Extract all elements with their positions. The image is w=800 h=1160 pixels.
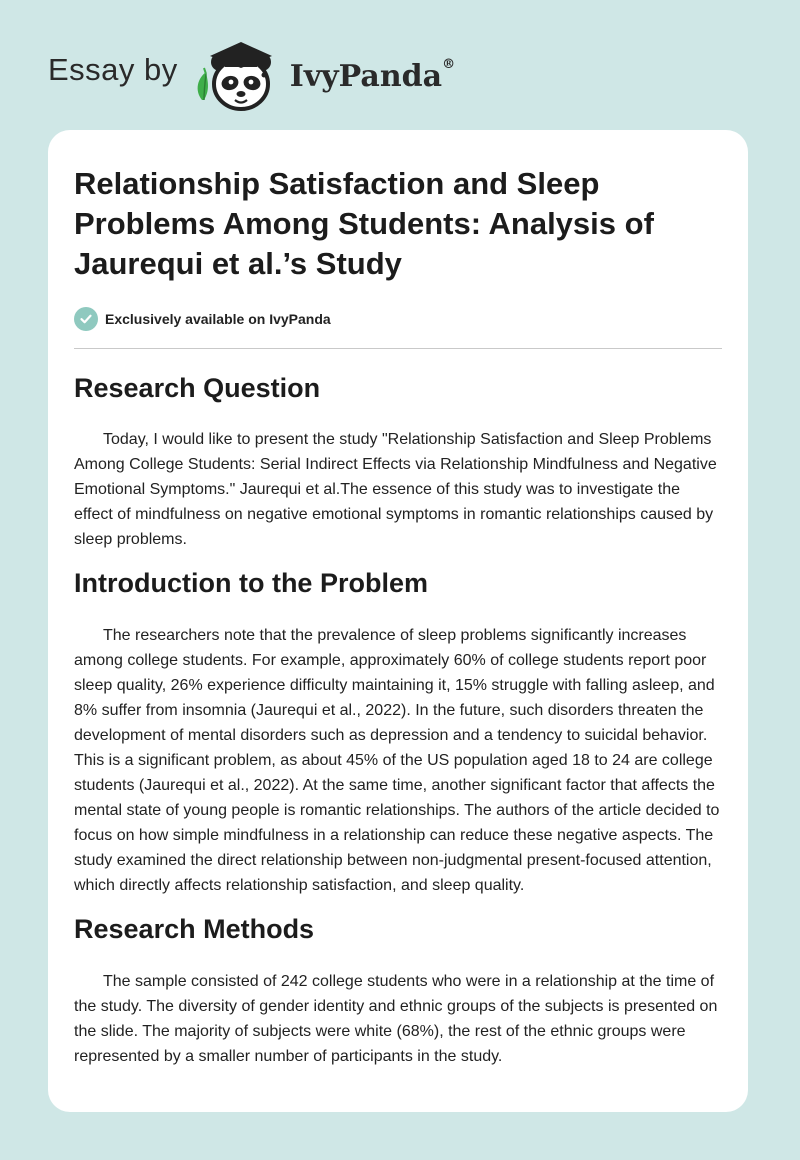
divider	[74, 348, 722, 349]
essay-card	[48, 130, 748, 1112]
brand-prefix: Essay by	[48, 52, 178, 87]
brand-header	[48, 34, 455, 114]
section-paragraph-research-question: Today, I would like to present the study "Relationship Satisfaction and Sleep Problems Among College Students: Serial Indirect Effects via Relationship Mindfulness and Negative Emotional Symptoms." Jaurequi et al.The essence of this study was to investigate the effect of mindfulness on negative emotional symptoms in romantic relationships caused by sleep problems.	[74, 431, 717, 548]
section-paragraph-research-methods: The sample consisted of 242 college students who were in a relationship at the time of the study. The diversity of gender identity and ethnic groups of the subjects is presented on the slide. The majority of subjects were white (68%), the rest of the ethnic groups were represented by a smaller number of participants in the study.	[74, 973, 718, 1065]
checkmark-icon	[74, 307, 98, 331]
essay-title: Relationship Satisfaction and Sleep Problems Among Students: Analysis of Jaurequi et al.’s Study	[74, 166, 654, 281]
section-heading-introduction: Introduction to the Problem	[74, 568, 428, 598]
panda-logo-icon[interactable]	[192, 34, 288, 114]
exclusive-badge	[74, 306, 722, 332]
section-heading-research-methods: Research Methods	[74, 914, 315, 944]
brand-name: IvyPanda®	[289, 56, 456, 94]
section-paragraph-introduction: The researchers note that the prevalence of sleep problems significantly increases among college students. For example, approximately 60% of college students report poor sleep quality, 26% experience difficulty maintaining it, 15% struggle with falling asleep, and 8% suffer from insomnia (Jaurequi et al., 2022). In the future, such disorders threaten the development of mental disorders such as depression and a tendency to suicidal behavior. This is a significant problem, as about 45% of the US population aged 18 to 24 are college students (Jaurequi et al., 2022). At the same time, another significant factor that affects the mental state of young people is romantic relationships. The authors of the article decided to focus on how simple mindfulness in a relationship can reduce these negative aspects. The study examined the direct relationship between non-judgmental present-focused attention, which directly affects relationship satisfaction, and sleep quality.	[74, 627, 720, 894]
section-heading-research-question: Research Question	[74, 373, 321, 403]
exclusive-label: Exclusively available on IvyPanda	[105, 311, 331, 327]
